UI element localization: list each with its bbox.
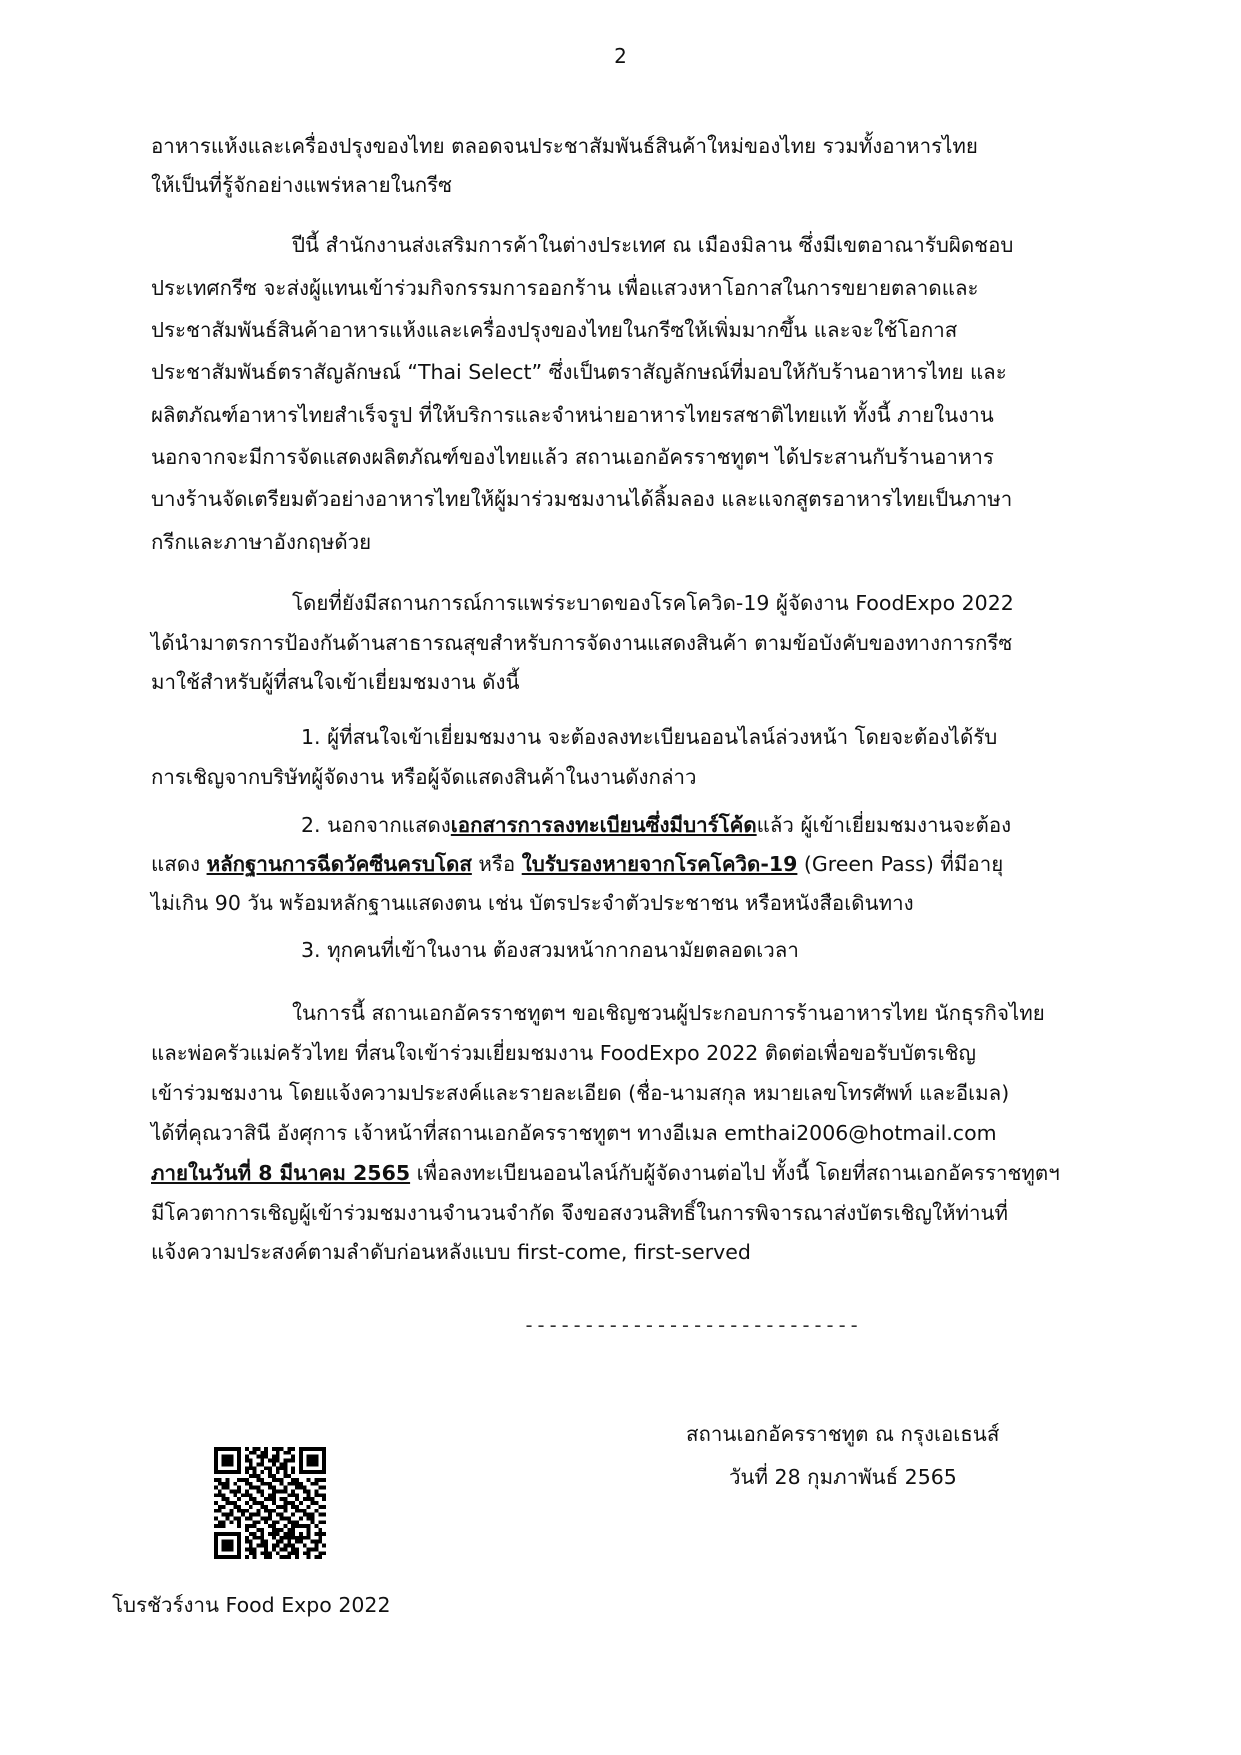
item-2-line-1-pre: 2. นอกจากแสดง xyxy=(301,813,451,837)
item-2-line-1 xyxy=(301,811,1011,839)
registration-barcode-document: เอกสารการลงทะเบียนซึ่งมีบาร์โค้ด xyxy=(450,813,757,837)
paragraph-2-line-8: กรีกและภาษาอังกฤษด้วย xyxy=(151,530,372,554)
qr-caption: โบรชัวร์งาน Food Expo 2022 xyxy=(112,1593,391,1617)
paragraph-4-line-7: แจ้งความประสงค์ตามลำดับก่อนหลังแบบ first-come, first-served xyxy=(151,1240,751,1264)
item-2-line-2 xyxy=(151,850,1003,878)
paragraph-2-line-2: ประเทศกรีซ จะส่งผู้แทนเข้าร่วมกิจกรรมการออกร้าน เพื่อแสวงหาโอกาสในการขยายตลาดและ xyxy=(151,276,979,300)
paragraph-4-line-6: มีโควตาการเชิญผู้เข้าร่วมชมงานจำนวนจำกัด จึงขอสงวนสิทธิ์ในการพิจารณาส่งบัตรเชิญให้ท่านที่ xyxy=(151,1201,1009,1225)
registration-deadline: ภายในวันที่ 8 มีนาคม 2565 xyxy=(151,1161,411,1185)
item-2-line-2-pre: แสดง xyxy=(151,852,207,876)
paragraph-3-line-2: ได้นำมาตรการป้องกันด้านสาธารณสุขสำหรับการจัดงานแสดงสินค้า ตามข้อบังคับของทางการกรีซ xyxy=(151,631,1013,655)
section-separator: ---------------------------- xyxy=(523,1313,861,1337)
paragraph-2-line-1: ปีนี้ สำนักงานส่งเสริมการค้าในต่างประเทศ ณ เมืองมิลาน ซึ่งมีเขตอาณารับผิดชอบ xyxy=(292,233,1014,257)
paragraph-2-line-7: บางร้านจัดเตรียมตัวอย่างอาหารไทยให้ผู้มาร่วมชมงานได้ลิ้มลอง และแจกสูตรอาหารไทยเป็นภาษา xyxy=(151,487,1013,511)
item-2-line-3: ไม่เกิน 90 วัน พร้อมหลักฐานแสดงตน เช่น บัตรประจำตัวประชาชน หรือหนังสือเดินทาง xyxy=(151,891,914,915)
paragraph-3-line-1: โดยที่ยังมีสถานการณ์การแพร่ระบาดของโรคโควิด-19 ผู้จัดงาน FoodExpo 2022 xyxy=(292,591,1014,615)
item-1-line-1: 1. ผู้ที่สนใจเข้าเยี่ยมชมงาน จะต้องลงทะเบียนออนไลน์ล่วงหน้า โดยจะต้องได้รับ xyxy=(301,725,998,749)
paragraph-4-line-5-post: เพื่อลงทะเบียนออนไลน์กับผู้จัดงานต่อไป ทั้งนี้ โดยที่สถานเอกอัครราชทูตฯ xyxy=(410,1161,1060,1185)
paragraph-1-line-1: อาหารแห้งและเครื่องปรุงของไทย ตลอดจนประชาสัมพันธ์สินค้าใหม่ของไทย รวมทั้งอาหารไทย xyxy=(151,134,978,158)
paragraph-1-line-2: ให้เป็นที่รู้จักอย่างแพร่หลายในกรีซ xyxy=(151,173,453,197)
paragraph-2-line-6: นอกจากจะมีการจัดแสดงผลิตภัณฑ์ของไทยแล้ว สถานเอกอัครราชทูตฯ ได้ประสานกับร้านอาหาร xyxy=(151,445,994,469)
recovery-certificate: ใบรับรองหายจากโรคโควิด-19 xyxy=(521,852,798,876)
paragraph-4-line-3: เข้าร่วมชมงาน โดยแจ้งความประสงค์และรายละเอียด (ชื่อ-นามสกุล หมายเลขโทรศัพท์ และอีเมล) xyxy=(151,1081,1010,1105)
signature-date: วันที่ 28 กุมภาพันธ์ 2565 xyxy=(729,1465,957,1489)
signature-organization: สถานเอกอัครราชทูต ณ กรุงเอเธนส์ xyxy=(686,1422,1000,1446)
vaccination-proof: หลักฐานการฉีดวัคซีนครบโดส xyxy=(206,852,472,876)
paragraph-4-line-1: ในการนี้ สถานเอกอัครราชทูตฯ ขอเชิญชวนผู้ประกอบการร้านอาหารไทย นักธุรกิจไทย xyxy=(292,1001,1045,1025)
paragraph-4-line-4: ได้ที่คุณวาสินี อังศุการ เจ้าหน้าที่สถานเอกอัครราชทูตฯ ทางอีเมล emthai2006@hotmail.com xyxy=(151,1121,997,1145)
paragraph-2-line-3: ประชาสัมพันธ์สินค้าอาหารแห้งและเครื่องปรุงของไทยในกรีซให้เพิ่มมากขึ้น และจะใช้โอกาส xyxy=(151,318,958,342)
page-number: 2 xyxy=(614,44,627,68)
item-2-line-2-mid: หรือ xyxy=(471,852,522,876)
paragraph-4-line-5 xyxy=(151,1159,1060,1187)
item-2-line-2-post: (Green Pass) ที่มีอายุ xyxy=(797,852,1004,876)
paragraph-2-line-5: ผลิตภัณฑ์อาหารไทยสำเร็จรูป ที่ให้บริการและจำหน่ายอาหารไทยรสชาติไทยแท้ ทั้งนี้ ภายในงาน xyxy=(151,403,994,427)
item-3-line-1: 3. ทุกคนที่เข้าในงาน ต้องสวมหน้ากากอนามัยตลอดเวลา xyxy=(301,938,799,962)
item-2-line-1-post: แล้ว ผู้เข้าเยี่ยมชมงานจะต้อง xyxy=(756,813,1012,837)
paragraph-3-line-3: มาใช้สำหรับผู้ที่สนใจเข้าเยี่ยมชมงาน ดังนี้ xyxy=(151,670,520,694)
paragraph-4-line-2: และพ่อครัวแม่ครัวไทย ที่สนใจเข้าร่วมเยี่ยมชมงาน FoodExpo 2022 ติดต่อเพื่อขอรับบัตรเชิญ xyxy=(151,1041,976,1065)
paragraph-2-line-4: ประชาสัมพันธ์ตราสัญลักษณ์ “Thai Select” ซึ่งเป็นตราสัญลักษณ์ที่มอบให้กับร้านอาหารไทย และ xyxy=(151,360,1007,384)
brochure-qr-code[interactable] xyxy=(214,1447,326,1559)
item-1-line-2: การเชิญจากบริษัทผู้จัดงาน หรือผู้จัดแสดงสินค้าในงานดังกล่าว xyxy=(151,765,697,789)
